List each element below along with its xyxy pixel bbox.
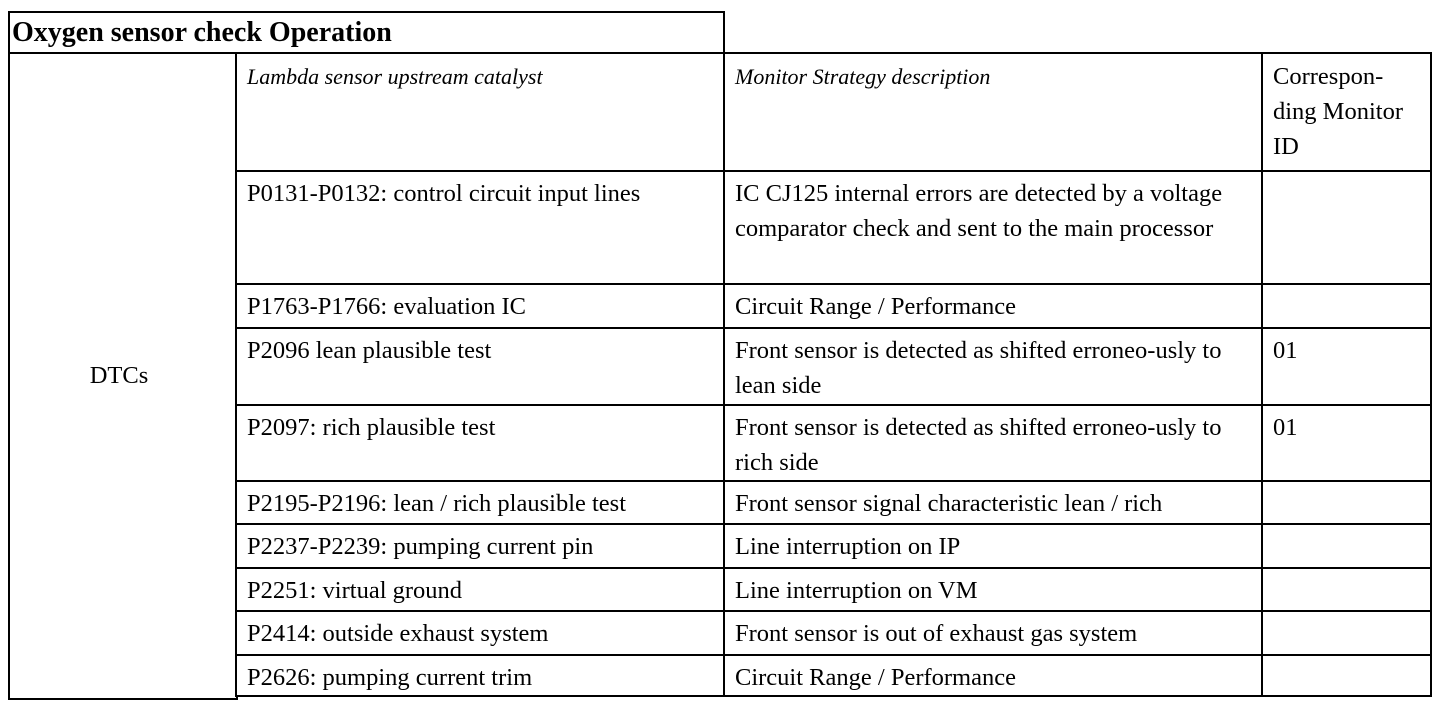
- monitor-id-cell: 01: [1261, 327, 1432, 407]
- description-cell: Front sensor is detected as shifted erroneo-usly to rich side: [723, 404, 1264, 483]
- monitor-id-cell: 01: [1261, 404, 1432, 483]
- dtcs-label: DTCs: [8, 52, 238, 700]
- dtc-cell: P2626: pumping current trim: [235, 654, 726, 697]
- dtc-cell: P0131-P0132: control circuit input lines: [235, 170, 726, 286]
- description-cell: Front sensor signal characteristic lean / rich: [723, 480, 1264, 526]
- monitor-id-cell: [1261, 610, 1432, 657]
- monitor-id-cell: [1261, 170, 1432, 286]
- monitor-id-cell: [1261, 567, 1432, 613]
- description-cell: Line interruption on VM: [723, 567, 1264, 613]
- description-cell: IC CJ125 internal errors are detected by a voltage comparator check and sent to the main processor: [723, 170, 1264, 286]
- header-strategy: Monitor Strategy description: [723, 52, 1264, 173]
- dtc-cell: P2195-P2196: lean / rich plausible test: [235, 480, 726, 526]
- dtc-cell: P2251: virtual ground: [235, 567, 726, 613]
- description-cell: Circuit Range / Performance: [723, 654, 1264, 697]
- dtc-cell: P2097: rich plausible test: [235, 404, 726, 483]
- header-monitor-id: Correspon-ding Monitor ID: [1261, 52, 1432, 173]
- dtc-cell: P2237-P2239: pumping current pin: [235, 523, 726, 570]
- monitor-id-cell: [1261, 480, 1432, 526]
- monitor-id-cell: [1261, 523, 1432, 570]
- description-cell: Front sensor is detected as shifted erroneo-usly to lean side: [723, 327, 1264, 407]
- monitor-id-cell: [1261, 283, 1432, 330]
- description-cell: Line interruption on IP: [723, 523, 1264, 570]
- header-sensor: Lambda sensor upstream catalyst: [235, 52, 726, 173]
- table-title: Oxygen sensor check Operation: [8, 11, 725, 55]
- description-cell: Front sensor is out of exhaust gas system: [723, 610, 1264, 657]
- dtc-cell: P2414: outside exhaust system: [235, 610, 726, 657]
- monitor-id-cell: [1261, 654, 1432, 697]
- dtc-cell: P1763-P1766: evaluation IC: [235, 283, 726, 330]
- description-cell: Circuit Range / Performance: [723, 283, 1264, 330]
- dtc-cell: P2096 lean plausible test: [235, 327, 726, 407]
